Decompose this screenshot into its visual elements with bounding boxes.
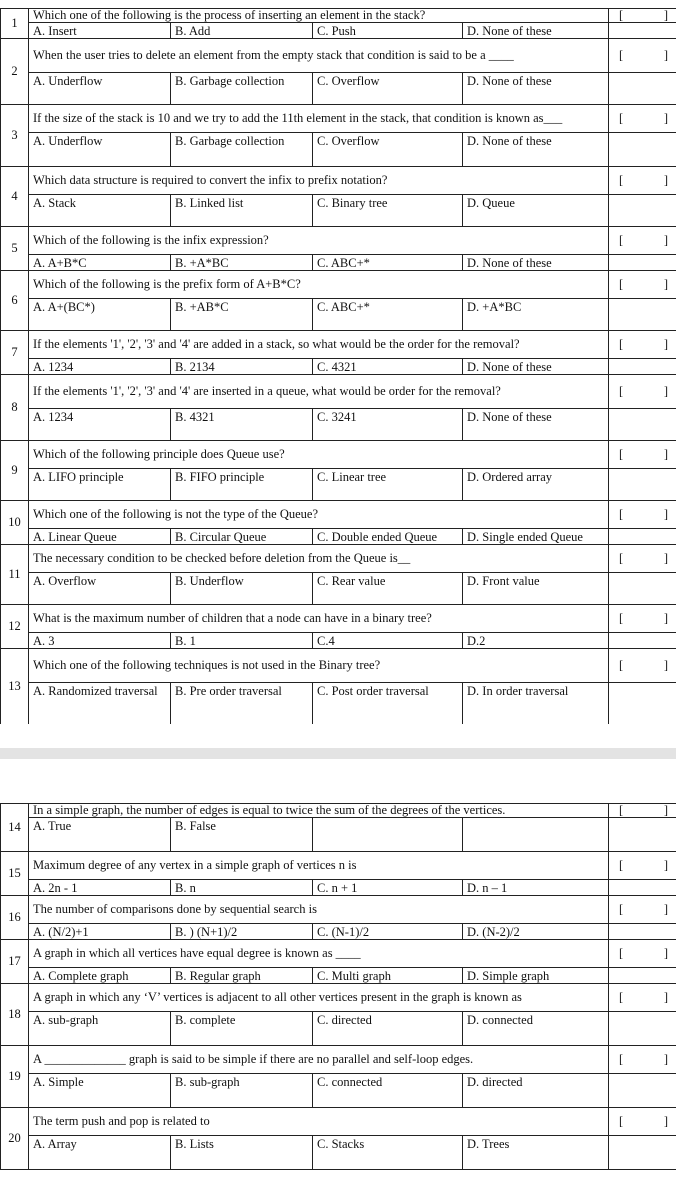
answer-blank	[609, 255, 676, 271]
question-row	[1, 649, 676, 683]
option-a: A. Complete graph	[29, 968, 171, 984]
question-text: In a simple graph, the number of edges is equal to twice the sum of the degrees of the vertices.	[29, 804, 609, 818]
bracket-close: ]	[663, 946, 669, 960]
option-d: D. Ordered array	[463, 469, 609, 501]
question-row	[1, 605, 676, 633]
option-b: B. 4321	[171, 409, 313, 441]
bracket-close: ]	[663, 173, 668, 187]
option-b: B. 1	[171, 633, 313, 649]
question-table-page-2	[0, 803, 676, 1170]
answer-bracket	[609, 375, 676, 409]
question-text: A graph in which any ‘V’ vertices is adjacent to all other vertices present in the graph is known as	[29, 984, 609, 1012]
answer-blank	[609, 633, 676, 649]
question-text: Which one of the following techniques is not used in the Binary tree?	[29, 649, 609, 683]
option-d: D. n – 1	[463, 880, 609, 896]
options-row	[1, 299, 676, 331]
option-b: B. Linked list	[171, 195, 313, 227]
option-d: D.2	[463, 633, 609, 649]
question-row	[1, 896, 676, 924]
option-a: A. Linear Queue	[29, 529, 171, 545]
bracket-close: ]	[663, 111, 668, 125]
option-d: D. directed	[463, 1074, 609, 1108]
bracket-open: [	[619, 384, 624, 398]
answer-bracket	[609, 9, 676, 23]
answer-blank	[609, 573, 676, 605]
option-a: A. Overflow	[29, 573, 171, 605]
answer-bracket	[609, 940, 676, 968]
bracket-close: ]	[663, 902, 669, 916]
answer-blank	[609, 529, 676, 545]
answer-blank	[609, 195, 676, 227]
options-row	[1, 195, 676, 227]
option-c: C. Push	[313, 23, 463, 39]
option-c: C. Double ended Queue	[313, 529, 463, 545]
options-row	[1, 633, 676, 649]
answer-blank	[609, 409, 676, 441]
bracket-close: ]	[663, 277, 668, 291]
option-c: C. 4321	[313, 359, 463, 375]
answer-blank	[609, 968, 676, 984]
option-d: D. Front value	[463, 573, 609, 605]
question-number: 11	[1, 545, 29, 605]
option-b: B. Lists	[171, 1136, 313, 1170]
option-b: B. +AB*C	[171, 299, 313, 331]
options-row	[1, 255, 676, 271]
question-text: If the size of the stack is 10 and we try to add the 11th element in the stack, that condition is known as___	[29, 105, 609, 133]
option-c: C. Binary tree	[313, 195, 463, 227]
question-row	[1, 501, 676, 529]
bracket-open: [	[619, 277, 624, 291]
question-row	[1, 227, 676, 255]
option-c: C. Linear tree	[313, 469, 463, 501]
option-c: C. Rear value	[313, 573, 463, 605]
options-row	[1, 968, 676, 984]
bracket-open: [	[619, 902, 624, 916]
bracket-close: ]	[663, 447, 668, 461]
option-b: B. FIFO principle	[171, 469, 313, 501]
option-a: A. Underflow	[29, 133, 171, 167]
option-d: D. None of these	[463, 255, 609, 271]
answer-bracket	[609, 984, 676, 1012]
option-d: D. Simple graph	[463, 968, 609, 984]
option-d: D. Trees	[463, 1136, 609, 1170]
bracket-open: [	[619, 173, 624, 187]
options-row	[1, 924, 676, 940]
options-row	[1, 469, 676, 501]
answer-bracket	[609, 649, 676, 683]
question-number: 2	[1, 39, 29, 105]
question-number: 10	[1, 501, 29, 545]
option-a: A. (N/2)+1	[29, 924, 171, 940]
answer-bracket	[609, 167, 676, 195]
question-row	[1, 9, 676, 23]
answer-blank	[609, 924, 676, 940]
bracket-open: [	[619, 946, 624, 960]
option-a: A. Simple	[29, 1074, 171, 1108]
option-b: B. sub-graph	[171, 1074, 313, 1108]
answer-bracket	[609, 501, 676, 529]
option-d: D. In order traversal	[463, 683, 609, 725]
bracket-close: ]	[663, 1114, 669, 1128]
question-row	[1, 804, 676, 818]
bracket-close: ]	[663, 551, 668, 565]
page-separator	[0, 748, 676, 759]
option-a: A. A+B*C	[29, 255, 171, 271]
option-a: A. 1234	[29, 409, 171, 441]
bracket-open: [	[619, 1052, 624, 1066]
bracket-open: [	[619, 1114, 624, 1128]
answer-bracket	[609, 852, 676, 880]
bracket-close: ]	[663, 858, 669, 872]
question-text: Which of the following is the prefix form of A+B*C?	[29, 271, 609, 299]
question-number: 4	[1, 167, 29, 227]
option-b: B. n	[171, 880, 313, 896]
question-text: If the elements '1', '2', '3' and '4' are inserted in a queue, what would be order for the removal?	[29, 375, 609, 409]
option-d: D. None of these	[463, 133, 609, 167]
option-d: D. connected	[463, 1012, 609, 1046]
bracket-close: ]	[663, 990, 669, 1004]
options-row	[1, 1074, 676, 1108]
question-text: When the user tries to delete an element from the empty stack that condition is said to be a ____	[29, 39, 609, 73]
answer-bracket	[609, 1046, 676, 1074]
answer-bracket	[609, 804, 676, 818]
question-number: 13	[1, 649, 29, 725]
option-c: C. Overflow	[313, 73, 463, 105]
options-row	[1, 573, 676, 605]
bracket-open: [	[619, 858, 624, 872]
option-a: A. Stack	[29, 195, 171, 227]
bracket-close: ]	[663, 611, 668, 625]
question-row	[1, 271, 676, 299]
option-c: C.4	[313, 633, 463, 649]
option-c: C. connected	[313, 1074, 463, 1108]
question-text: The necessary condition to be checked before deletion from the Queue is__	[29, 545, 609, 573]
answer-bracket	[609, 39, 676, 73]
bracket-close: ]	[663, 1052, 669, 1066]
question-row	[1, 1108, 676, 1136]
question-text: The term push and pop is related to	[29, 1108, 609, 1136]
options-row	[1, 133, 676, 167]
question-text: A graph in which all vertices have equal degree is known as ____	[29, 940, 609, 968]
option-b: B. Pre order traversal	[171, 683, 313, 725]
option-a: A. Array	[29, 1136, 171, 1170]
question-number: 18	[1, 984, 29, 1046]
option-a: A. Underflow	[29, 73, 171, 105]
question-number: 6	[1, 271, 29, 331]
question-text: Which data structure is required to convert the infix to prefix notation?	[29, 167, 609, 195]
option-c: C. Multi graph	[313, 968, 463, 984]
option-a: A. True	[29, 818, 171, 852]
bracket-open: [	[619, 8, 624, 22]
option-a: A. A+(BC*)	[29, 299, 171, 331]
option-c: C. Overflow	[313, 133, 463, 167]
bracket-close: ]	[663, 803, 669, 817]
option-d: D. (N-2)/2	[463, 924, 609, 940]
bracket-close: ]	[663, 507, 668, 521]
question-row	[1, 545, 676, 573]
bracket-close: ]	[663, 384, 668, 398]
question-text: If the elements '1', '2', '3' and '4' are added in a stack, so what would be the order for the removal?	[29, 331, 609, 359]
answer-blank	[609, 683, 676, 725]
bracket-open: [	[619, 611, 624, 625]
question-number: 16	[1, 896, 29, 940]
question-text: Which of the following principle does Queue use?	[29, 441, 609, 469]
answer-blank	[609, 73, 676, 105]
bracket-close: ]	[663, 233, 668, 247]
option-c: C. Post order traversal	[313, 683, 463, 725]
option-a: A. 3	[29, 633, 171, 649]
options-row	[1, 409, 676, 441]
question-text: Maximum degree of any vertex in a simple graph of vertices n is	[29, 852, 609, 880]
answer-bracket	[609, 227, 676, 255]
option-d: D. Single ended Queue	[463, 529, 609, 545]
answer-blank	[609, 23, 676, 39]
question-table-page-1	[0, 8, 676, 725]
bracket-open: [	[619, 803, 624, 817]
option-d: D. None of these	[463, 409, 609, 441]
answer-blank	[609, 469, 676, 501]
answer-bracket	[609, 331, 676, 359]
question-text: Which one of the following is not the type of the Queue?	[29, 501, 609, 529]
question-row	[1, 167, 676, 195]
option-c: C. ABC+*	[313, 299, 463, 331]
option-a: A. 1234	[29, 359, 171, 375]
question-row	[1, 441, 676, 469]
question-number: 12	[1, 605, 29, 649]
question-number: 15	[1, 852, 29, 896]
bracket-close: ]	[663, 337, 668, 351]
answer-blank	[609, 818, 676, 852]
option-c	[313, 818, 463, 852]
option-b: B. Circular Queue	[171, 529, 313, 545]
options-row	[1, 529, 676, 545]
bracket-open: [	[619, 507, 624, 521]
option-c: C. directed	[313, 1012, 463, 1046]
option-b: B. 2134	[171, 359, 313, 375]
option-b: B. False	[171, 818, 313, 852]
options-row	[1, 73, 676, 105]
option-b: B. Underflow	[171, 573, 313, 605]
question-number: 1	[1, 9, 29, 39]
question-number: 19	[1, 1046, 29, 1108]
option-d: D. +A*BC	[463, 299, 609, 331]
option-c: C. (N-1)/2	[313, 924, 463, 940]
bracket-open: [	[619, 447, 624, 461]
option-c: C. ABC+*	[313, 255, 463, 271]
question-row	[1, 375, 676, 409]
bracket-open: [	[619, 48, 624, 62]
option-d	[463, 818, 609, 852]
option-b: B. Regular graph	[171, 968, 313, 984]
answer-blank	[609, 880, 676, 896]
option-d: D. None of these	[463, 73, 609, 105]
question-number: 8	[1, 375, 29, 441]
bracket-open: [	[619, 233, 624, 247]
answer-bracket	[609, 545, 676, 573]
option-a: A. LIFO principle	[29, 469, 171, 501]
question-table	[0, 8, 676, 725]
question-number: 5	[1, 227, 29, 271]
bracket-close: ]	[663, 8, 668, 22]
option-b: B. Garbage collection	[171, 133, 313, 167]
option-b: B. +A*BC	[171, 255, 313, 271]
question-text: Which of the following is the infix expression?	[29, 227, 609, 255]
option-a: A. sub-graph	[29, 1012, 171, 1046]
options-row	[1, 1012, 676, 1046]
option-d: D. Queue	[463, 195, 609, 227]
answer-blank	[609, 1012, 676, 1046]
option-a: A. Insert	[29, 23, 171, 39]
question-row	[1, 39, 676, 73]
option-b: B. Garbage collection	[171, 73, 313, 105]
question-number: 7	[1, 331, 29, 375]
option-c: C. Stacks	[313, 1136, 463, 1170]
answer-blank	[609, 299, 676, 331]
answer-blank	[609, 1136, 676, 1170]
option-d: D. None of these	[463, 23, 609, 39]
question-text: Which one of the following is the process of inserting an element in the stack?	[29, 9, 609, 23]
answer-bracket	[609, 1108, 676, 1136]
option-a: A. 2n - 1	[29, 880, 171, 896]
options-row	[1, 683, 676, 725]
question-row	[1, 1046, 676, 1074]
question-number: 3	[1, 105, 29, 167]
answer-bracket	[609, 441, 676, 469]
question-text: A _____________ graph is said to be simple if there are no parallel and self-loop edges.	[29, 1046, 609, 1074]
question-number: 14	[1, 804, 29, 852]
answer-blank	[609, 1074, 676, 1108]
option-c: C. n + 1	[313, 880, 463, 896]
option-d: D. None of these	[463, 359, 609, 375]
options-row	[1, 23, 676, 39]
question-text: What is the maximum number of children that a node can have in a binary tree?	[29, 605, 609, 633]
answer-bracket	[609, 896, 676, 924]
question-row	[1, 940, 676, 968]
answer-blank	[609, 359, 676, 375]
answer-blank	[609, 133, 676, 167]
option-c: C. 3241	[313, 409, 463, 441]
bracket-open: [	[619, 551, 624, 565]
question-row	[1, 105, 676, 133]
bracket-close: ]	[663, 658, 668, 672]
question-row	[1, 984, 676, 1012]
option-b: B. ) (N+1)/2	[171, 924, 313, 940]
answer-bracket	[609, 271, 676, 299]
answer-bracket	[609, 105, 676, 133]
bracket-close: ]	[663, 48, 668, 62]
options-row	[1, 880, 676, 896]
question-table	[0, 803, 676, 1170]
options-row	[1, 818, 676, 852]
bracket-open: [	[619, 990, 624, 1004]
options-row	[1, 359, 676, 375]
bracket-open: [	[619, 111, 624, 125]
bracket-open: [	[619, 658, 624, 672]
question-row	[1, 852, 676, 880]
option-b: B. complete	[171, 1012, 313, 1046]
question-row	[1, 331, 676, 359]
option-b: B. Add	[171, 23, 313, 39]
option-a: A. Randomized traversal	[29, 683, 171, 725]
question-number: 20	[1, 1108, 29, 1170]
question-number: 17	[1, 940, 29, 984]
question-number: 9	[1, 441, 29, 501]
bracket-open: [	[619, 337, 624, 351]
options-row	[1, 1136, 676, 1170]
answer-bracket	[609, 605, 676, 633]
question-text: The number of comparisons done by sequential search is	[29, 896, 609, 924]
